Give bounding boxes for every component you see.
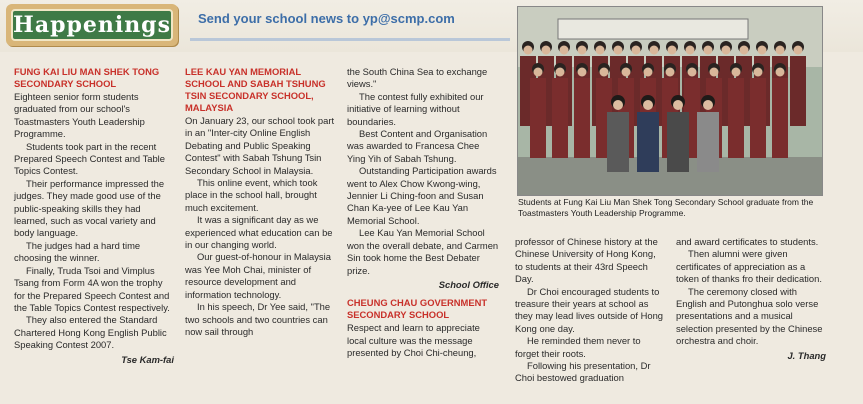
article-lee-kau-yan — [185, 66, 337, 338]
paragraph: Respect and learn to appreciate local culture was the message presented by Choi Chi-cheung, — [347, 322, 480, 359]
paragraph: Our guest-of-honour in Malaysia was Yee Moh Chai, minister of resource development and information technology. — [185, 251, 331, 300]
paragraph: professor of Chinese history at the Chinese University of Hong Kong, to students at their 43rd Speech Day. — [515, 236, 658, 285]
paragraph: Best Content and Organisation was awarded to Francesa Chee Ying Yih of Sabah Tshung. — [347, 128, 488, 164]
paragraph: Finally, Truda Tsoi and Vimplus Tsang from Form 4A won the trophy for the Prepared Speech Contest and the Table Topics Contest respectively. — [14, 264, 170, 313]
paragraph: Then alumni were given certificates of appreciation as a token of thanks fro their dedication. — [676, 248, 822, 285]
header-rule — [190, 38, 510, 41]
headline-lee-kau-yan: LEE KAU YAN MEMORIAL SCHOOL AND SABAH TSHUNG TSIN SECONDARY SCHOOL, MALAYSIA — [185, 66, 326, 113]
happenings-logo — [6, 4, 178, 46]
paragraph: and award certificates to students. — [676, 236, 819, 247]
paragraph: Their performance impressed the judges. They made good use of the public-speaking skills they had learned, such as vocal variety and body language. — [14, 177, 165, 239]
paragraph: The contest fully exhibited our initiative of learning without boundaries. — [347, 90, 484, 127]
headline-fung-kai: FUNG KAI LIU MAN SHEK TONG SECONDARY SCHOOL — [14, 66, 160, 89]
send-news-line: Send your school news to yp@scmp.com — [198, 11, 455, 26]
article-lee-kau-yan-continued — [347, 66, 499, 360]
paragraph: This online event, which took place in the school hall, brought much excitement. — [185, 177, 318, 213]
logo-text: Happenings — [13, 12, 171, 38]
paragraph: The ceremony closed with English and Putonghua solo verse presentations and a musical selection presented by the Chinese orchestra and choir. — [676, 285, 823, 347]
paragraph: Following his presentation, Dr Choi bestowed graduation — [515, 360, 651, 384]
paragraph: Eighteen senior form students graduated from our school's Toastmasters Youth Leadership Programme. — [14, 91, 145, 140]
paragraph: Lee Kau Yan Memorial School won the overall debate, and Carmen Sin took home the Best Debater prize. — [347, 227, 499, 276]
byline: Tse Kam-fai — [121, 353, 174, 365]
article-cheung-chau-end — [676, 236, 826, 362]
group-photo — [517, 6, 823, 196]
paragraph: Students took part in the recent Prepared Speech Contest and Table Topics Contest. — [14, 140, 165, 177]
paragraph: Outstanding Participation awards went to Alex Chow Kwong-wing, Jennier Li Ching-foon and Susan Chan Ka-yee of Lee Kau Yan Memorial School. — [347, 165, 497, 226]
headline-cheung-chau: CHEUNG CHAU GOVERNMENT SECONDARY SCHOOL — [347, 297, 488, 321]
article-cheung-chau-continued — [515, 236, 665, 385]
byline: J. Thang — [787, 349, 826, 361]
article-fung-kai — [14, 66, 174, 366]
byline: School Office — [438, 278, 499, 290]
paragraph: The judges had a hard time choosing the winner. — [14, 239, 141, 264]
paragraph: the South China Sea to exchange views." — [347, 66, 488, 90]
paragraph: In his speech, Dr Yee said, "The two schools and two countries can now sail through — [185, 301, 331, 337]
paragraph: Dr Choi encouraged students to treasure their years at school as they may lead lives outside of Hong Kong one day. — [515, 285, 663, 334]
paragraph: It was a significant day as we experienced what education can be in our changing world. — [185, 214, 333, 251]
paragraph: They also entered the Standard Chartered Hong Kong English Public Speaking Contest 2007. — [14, 314, 167, 351]
photo-caption: Students at Fung Kai Liu Man Shek Tong Secondary School graduate from the Toastmasters Youth Leadership Programme. — [518, 197, 814, 218]
paragraph: He reminded them never to forget their roots. — [515, 335, 641, 359]
paragraph: On January 23, our school took part in an "Inter-city Online English Debating and Public Speaking Contest" with Sabah Tshung Tsin Secondary School in Malaysia. — [185, 115, 335, 176]
